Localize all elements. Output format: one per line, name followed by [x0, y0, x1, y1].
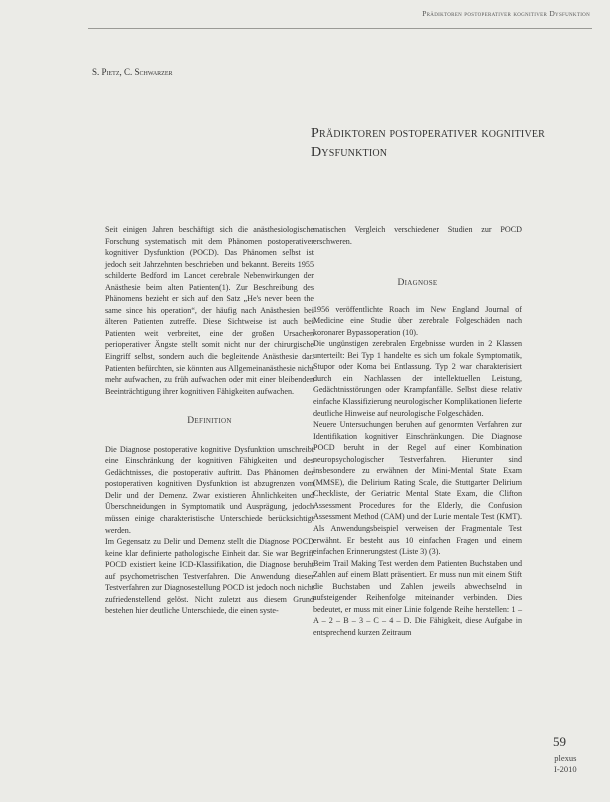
journal-name: plexus	[554, 753, 577, 763]
article-title: Prädiktoren postoperativer kognitiver Dysfunktion	[311, 126, 546, 160]
diagnose-paragraph-4: Beim Trail Making Test werden dem Patienten Buchstaben und Zahlen auf einem Blatt präsentiert. Er muss nun mit einem Stift die Buchstaben und Zahlen jeweils abwechselnd in aufsteigender Reihenfolge miteinander verbinden. Dies bedeutet, er muss mit einer Linie folgende Reihe herstellen: 1 – A – 2 – B – 3 – C – 4 – D. Die Fähigkeit, diese Aufgabe in entsprechend kurzen Zeitraum	[313, 558, 522, 637]
definition-paragraph-1: Die Diagnose postoperative kognitive Dysfunktion umschreibt eine Einschränkung der kognitiven Fähigkeiten und des Gedächtnisses, die postoperativ auftritt. Das Phänomen der postoperativen kognitiven Dysfunktion ist abzugrenzen vom Delir und der Demenz. Zwar existieren Ähnlichkeiten und Überschneidungen in Symptomatik und Ausprägung, jedoch müssen einige charakteristische Unterschiede berücksichtigt werden.	[105, 444, 314, 535]
diagnose-paragraph-3: Neuere Untersuchungen beruhen auf genormten Verfahren zur Identifikation kognitiver Einschränkungen. Die Diagnose POCD beruht in der Regel auf einer Kombination neuropsychologischer Testverfahren. Hierunter sind insbesondere zu erwähnen der Mini-Mental State Exam (MMSE), die Delirium Rating Scale, die Stuttgarter Delirium Checkliste, der Geriatric Mental State Exam, die Clifton Assessment Procedures for the Elderly, die Confusion Assessment Method (CAM) und der Lurie mentale Test (KMT). Als Anwendungsbeispiel verweisen der Fragmentale Test erwähnt. Er besteht aus 10 einfachen Fragen und einem einfachen Erinnerungstest (Liste 3) (3).	[313, 420, 522, 557]
journal-issue: I-2010	[554, 764, 577, 774]
section-heading-definition: Definition	[187, 416, 232, 427]
left-column	[105, 224, 314, 617]
page-number: 59	[553, 734, 566, 749]
running-head: Prädiktoren postoperativer kognitiver Dysfunktion	[422, 9, 590, 18]
continuation-paragraph: matischen Vergleich verschiedener Studien zur POCD erschweren.	[313, 225, 522, 246]
section-heading-diagnose: Diagnose	[397, 278, 438, 289]
authors: S. Pietz, C. Schwarzer	[92, 67, 173, 77]
diagnose-paragraph-2: Die ungünstigen zerebralen Ergebnisse wurden in 2 Klassen unterteilt: Bei Typ 1 handelte es sich um fokale Symptomatik, Stupor oder Koma bei Entlassung. Typ 2 war charakterisiert durch ein Nachlassen der intellektuellen Leistung, Gedächtnisstörungen oder Krampfanfälle. Selbst diese relativ einfache Klassifizierung neurologischer Komplikationen lieferte deutliche Hinweise auf neurologische Folgeschäden.	[313, 339, 522, 418]
journal-info	[554, 753, 577, 775]
definition-paragraph-2: Im Gegensatz zu Delir und Demenz stellt die Diagnose POCD keine klar definierte pathologische Einheit dar. Sie war Begriff POCD existiert keine ICD-Klassifikation, die Diagnose beruht auf psychometrischen Testverfahren. Die Anwendung dieser Testverfahren zur Diagnosestellung POCD ist jedoch noch nicht zufriedenstellend gelöst. Nicht zuletzt aus diesem Grund bestehen hier deutliche Unterschiede, die einen syste-	[105, 537, 314, 616]
intro-paragraph: Seit einigen Jahren beschäftigt sich die anästhesiologische Forschung systematisch mit dem Phänomen postoperativer kognitiver Dysfunktion (POCD). Das Phänomen selbst ist jedoch seit Jahrzehnten beschrieben und bekannt. Bereits 1955 schilderte Bedford im Lancet cerebrale Nebenwirkungen der Anästhesie beim alten Patienten(1). Zur Beschreibung des Phänomens bezieht er sich auf den Satz „He's never been the same since his operation“, der häufig nach Anästhesien bei älteren Patienten zutreffe. Diese Sichtweise ist auch bei Patienten weit verbreitet, eine der großen Ursachen perioperativer Ängste stellt somit nicht nur der chirurgische Eingriff selbst, sondern auch die begleitende Anästhesie dar. Patienten befürchten, sie könnten aus Allgemeinanästhesie nicht mehr aufwachen, zu früh aufwachen oder mit einer bleibenden Beeinträchtigung ihrer kognitiven Fähigkeiten aufwachen.	[105, 225, 314, 396]
right-column	[313, 224, 522, 639]
diagnose-paragraph-1: 1956 veröffentlichte Roach im New England Journal of Medicine eine Studie über zerebrale Folgeschäden nach koronarer Bypassoperation (10).	[313, 304, 522, 337]
